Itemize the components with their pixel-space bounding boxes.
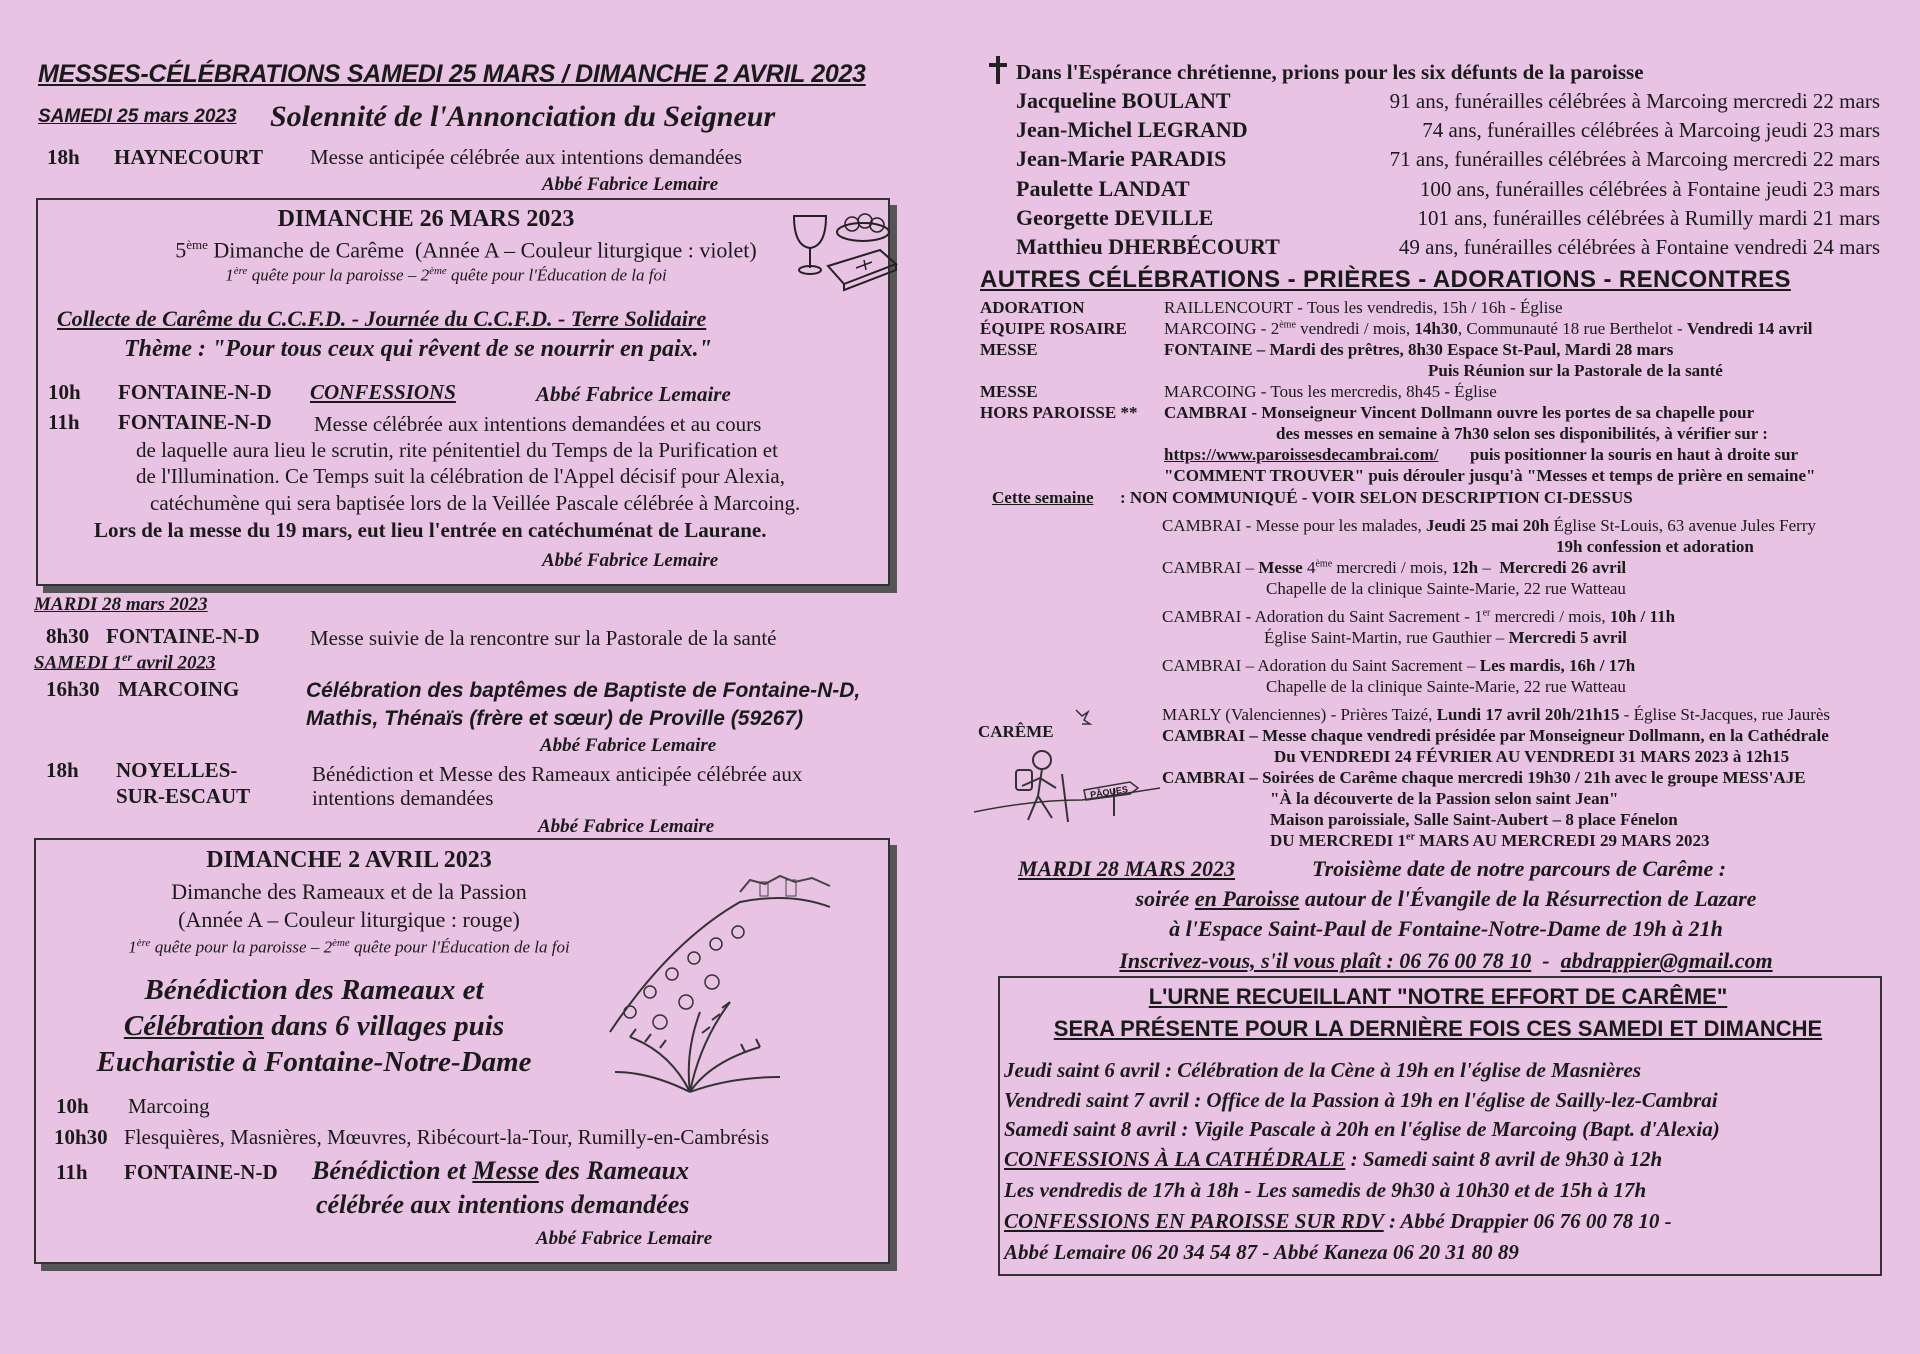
sat25-desc: Messe anticipée célébrée aux intentions demandées (310, 145, 743, 169)
paques-sign: PÂQUES (1089, 784, 1129, 800)
sun2-time-3: 11h (56, 1160, 88, 1184)
cambrai-7b: "À la découverte de la Passion selon saint Jean" (1270, 789, 1619, 808)
sun2-place-1: Marcoing (128, 1094, 210, 1118)
sun26-line-3: de l'Illumination. Ce Temps suit la célébration de l'Appel décisif pour Alexia, (136, 464, 785, 488)
sun26-priest-2: Abbé Fabrice Lemaire (542, 550, 719, 571)
cambrai-4b: Chapelle de la clinique Sainte-Marie, 22 rue Watteau (1266, 677, 1626, 696)
defunt-name: Jean-Michel LEGRAND (1016, 117, 1248, 142)
confessions-paroisse-contact: : Abbé Drappier 06 76 00 78 10 - (1388, 1209, 1672, 1233)
sun2-heading-1: Bénédiction des Rameaux et (144, 974, 484, 1006)
sun26-place-2: FONTAINE-N-D (118, 410, 272, 434)
cross-icon (986, 54, 1010, 86)
parcours-line-b (966, 886, 1920, 912)
defunt-info: 71 ans, funérailles célébrées à Marcoing mercredi 22 mars (1389, 147, 1880, 171)
cambrai-7c: Maison paroissiale, Salle Saint-Aubert – 8 place Fénelon (1270, 810, 1678, 829)
messe-2-label: MESSE (980, 382, 1038, 401)
sun2-heading-3: Eucharistie à Fontaine-Notre-Dame (96, 1046, 532, 1078)
parcours-line-d: Inscrivez-vous, s'il vous plaît : 06 76 00 78 10 - abdrappier@gmail.com (1119, 948, 1773, 973)
semaine-sainte-2: Vendredi saint 7 avril : Office de la Passion à 19h en l'église de Sailly-lez-Cambrai (1004, 1088, 1718, 1112)
sat1-priest-1: Abbé Fabrice Lemaire (540, 735, 717, 756)
ccfd-collecte: Collecte de Carême du C.C.F.D. - Journée du C.C.F.D. - Terre Solidaire (57, 306, 707, 331)
sun26-time-2: 11h (48, 410, 80, 434)
sun26-line-5: Lors de la messe du 19 mars, eut lieu l'entrée en catéchuménat de Laurane. (94, 518, 767, 542)
autres-title: AUTRES CÉLÉBRATIONS - PRIÈRES - ADORATIONS - RENCONTRES (980, 266, 1791, 293)
hors-paroisse-text-a: CAMBRAI - Monseigneur Vincent Dollmann ouvre les portes de sa chapelle pour (1164, 403, 1755, 422)
sat1-date: SAMEDI 1er avril 2023 (34, 650, 216, 674)
sat25-time: 18h (47, 145, 80, 169)
hors-paroisse-text-c: puis positionner la souris en haut à droite sur (1470, 445, 1799, 464)
careme-label: CARÊME (978, 722, 1054, 741)
messe-1-text-a: FONTAINE – Mardi des prêtres, 8h30 Espace St-Paul, Mardi 28 mars (1164, 340, 1674, 359)
messe-1-text-b: Puis Réunion sur la Pastorale de la santé (1428, 361, 1723, 380)
sun2-heading-2: Célébration dans 6 villages puis (123, 1010, 505, 1042)
sat1-desc-2b: intentions demandées (312, 786, 494, 810)
pilgrim-walker-icon (972, 704, 1162, 834)
semaine-sainte-6 (1004, 1209, 1672, 1234)
sat1-place-2a: NOYELLES- (116, 758, 238, 782)
sat1-place-1: MARCOING (118, 677, 240, 701)
sat1-desc-1b: Mathis, Thénaïs (frère et sœur) de Proville (59267) (306, 707, 804, 730)
rosaire-label: ÉQUIPE ROSAIRE (980, 319, 1127, 338)
cambrai-7d: DU MERCREDI 1er MARS AU MERCREDI 29 MARS 2023 (1270, 831, 1710, 850)
cambrai-6b: Du VENDREDI 24 FÉVRIER AU VENDREDI 31 MARS 2023 à 12h15 (1274, 747, 1790, 766)
cambrai-6a: CAMBRAI – Messe chaque vendredi présidée par Monseigneur Dollmann, en la Cathédrale (1162, 726, 1829, 745)
sun2-sub-2: (Année A – Couleur liturgique : rouge) (178, 907, 520, 932)
sun2-sub-1: Dimanche des Rameaux et de la Passion (171, 879, 527, 904)
sun26-time-1: 10h (48, 380, 81, 404)
sun26-sub: 5ème Dimanche de Carême (Année A – Couleur liturgique : violet) (175, 237, 757, 263)
defunt-info: 91 ans, funérailles célébrées à Marcoing mercredi 22 mars (1389, 89, 1880, 113)
sun26-line-1: Messe célébrée aux intentions demandées et au cours (314, 412, 762, 436)
defunt-name: Paulette LANDAT (1016, 176, 1190, 201)
sun26-place-1: FONTAINE-N-D (118, 380, 272, 404)
sat1-time-2: 18h (46, 758, 79, 782)
paroisses-link[interactable]: https://www.paroissesdecambrai.com/ (1164, 445, 1439, 464)
semaine-sainte-7: Abbé Lemaire 06 20 34 54 87 - Abbé Kaneza 06 20 31 80 89 (1004, 1240, 1519, 1264)
rosaire-text: MARCOING - 2ème vendredi / mois, 14h30, Communauté 18 rue Berthelot - Vendredi 14 avril (1164, 319, 1813, 338)
sat1-desc-1a: Célébration des baptêmes de Baptiste de Fontaine-N-D, (306, 679, 861, 702)
urne-line-a: L'URNE RECUEILLANT "NOTRE EFFORT DE CARÊME" (1148, 984, 1728, 1009)
sun26-priest-1: Abbé Fabrice Lemaire (536, 382, 731, 406)
sat25-place: HAYNECOURT (114, 145, 264, 169)
defunt-info: 101 ans, funérailles célébrées à Rumilly mardi 21 mars (1417, 206, 1880, 230)
sun2-place-2: Flesquières, Masnières, Mœuvres, Ribécourt-la-Tour, Rumilly-en-Cambrésis (124, 1125, 770, 1149)
semaine-sainte-1: Jeudi saint 6 avril : Célébration de la Cène à 19h en l'église de Masnières (1004, 1058, 1641, 1082)
sun2-place-3: FONTAINE-N-D (124, 1160, 278, 1184)
parcours-line-a: Troisième date de notre parcours de Carême : (1312, 856, 1727, 881)
sat1-desc-2a: Bénédiction et Messe des Rameaux anticipée célébrée aux (312, 762, 803, 786)
sun2-desc-3a: Bénédiction et Messe des Rameaux (312, 1156, 689, 1185)
confessions-cathedrale-time: : Samedi saint 8 avril de 9h30 à 12h (1350, 1147, 1663, 1171)
palm-procession-icon (590, 862, 880, 1102)
cambrai-3b: Église Saint-Martin, rue Gauthier – Mercredi 5 avril (1264, 628, 1627, 647)
ccfd-theme: Thème : "Pour tous ceux qui rêvent de se nourrir en paix." (124, 336, 712, 362)
parcours-b2: en Paroisse (1194, 886, 1300, 911)
sat1-place-2b: SUR-ESCAUT (116, 784, 251, 808)
parcours-b3: autour de l'Évangile de la Résurrection de Lazare (1304, 886, 1757, 911)
semaine-sainte-3: Samedi saint 8 avril : Vigile Pascale à 20h en l'église de Marcoing (Bapt. d'Alexia) (1004, 1117, 1720, 1141)
sun2-time-1: 10h (56, 1094, 89, 1118)
defunts-title: Dans l'Espérance chrétienne, prions pour les six défunts de la paroisse (1016, 60, 1644, 84)
sat25-feast: Solennité de l'Annonciation du Seigneur (270, 100, 776, 133)
adoration-text: RAILLENCOURT - Tous les vendredis, 15h / 16h - Église (1164, 298, 1563, 317)
hors-paroisse-text-b: des messes en semaine à 7h30 selon ses disponibilités, à vérifier sur : (1276, 424, 1768, 443)
tue28-date: MARDI 28 mars 2023 (34, 594, 208, 615)
cambrai-1a: CAMBRAI - Messe pour les malades, Jeudi 25 mai 20h Église St-Louis, 63 avenue Jules Ferry (1162, 516, 1816, 535)
semaine-label: Cette semaine (992, 488, 1094, 507)
sun26-title: DIMANCHE 26 MARS 2023 (277, 206, 575, 232)
sat25-date: SAMEDI 25 mars 2023 (38, 106, 237, 127)
defunt-name: Jacqueline BOULANT (1016, 88, 1231, 113)
marly-text: MARLY (Valenciennes) - Prières Taizé, Lundi 17 avril 20h/21h15 - Église St-Jacques, rue Jaurès (1162, 705, 1831, 724)
chalice-bread-bible-icon (788, 210, 900, 294)
tue28-desc: Messe suivie de la rencontre sur la Pastorale de la santé (310, 626, 777, 650)
messe-2-text: MARCOING - Tous les mercredis, 8h45 - Église (1164, 382, 1497, 401)
semaine-sainte-4 (1004, 1147, 1662, 1172)
cambrai-7a: CAMBRAI – Soirées de Carême chaque mercredi 19h30 / 21h avec le groupe MESS'AJE (1162, 768, 1806, 787)
parcours-b1: soirée (1135, 886, 1190, 911)
sun2-quete: 1ère quête pour la paroisse – 2ème quête pour l'Éducation de la foi (128, 937, 570, 957)
parcours-date: MARDI 28 MARS 2023 (1018, 856, 1236, 881)
semaine-sainte-5: Les vendredis de 17h à 18h - Les samedis de 9h30 à 10h30 et de 15h à 17h (1004, 1178, 1647, 1202)
tue28-time: 8h30 (46, 624, 90, 648)
sun26-confessions: CONFESSIONS (310, 380, 456, 404)
defunt-name: Georgette DEVILLE (1016, 205, 1214, 230)
parcours-line-c: à l'Espace Saint-Paul de Fontaine-Notre-Dame de 19h à 21h (1169, 916, 1723, 941)
defunt-name: Matthieu DHERBÉCOURT (1016, 234, 1280, 259)
tue28-place: FONTAINE-N-D (106, 624, 260, 648)
cambrai-3a: CAMBRAI - Adoration du Saint Sacrement - 1er mercredi / mois, 10h / 11h (1162, 607, 1676, 626)
semaine-text: : NON COMMUNIQUÉ - VOIR SELON DESCRIPTION CI-DESSUS (1120, 488, 1633, 507)
defunt-info: 100 ans, funérailles célébrées à Fontaine jeudi 23 mars (1419, 177, 1880, 201)
confessions-paroisse: CONFESSIONS EN PAROISSE SUR RDV (1004, 1209, 1384, 1233)
hors-paroisse-text-d: "COMMENT TROUVER" puis dérouler jusqu'à "Messes et temps de prière en semaine" (1164, 466, 1816, 485)
sun26-line-4: catéchumène qui sera baptisée lors de la Veillée Pascale célébrée à Marcoing. (150, 491, 801, 515)
sat1-time-1: 16h30 (46, 677, 100, 701)
confessions-cathedrale: CONFESSIONS À LA CATHÉDRALE (1004, 1147, 1346, 1171)
cambrai-4a: CAMBRAI – Adoration du Saint Sacrement – Les mardis, 16h / 17h (1162, 656, 1636, 675)
sun26-line-2: de laquelle aura lieu le scrutin, rite pénitentiel du Temps de la Purification et (136, 438, 778, 462)
defunt-info: 49 ans, funérailles célébrées à Fontaine vendredi 24 mars (1398, 235, 1880, 259)
urne-line-b: SERA PRÉSENTE POUR LA DERNIÈRE FOIS CES SAMEDI ET DIMANCHE (1053, 1016, 1823, 1041)
bulletin-title: MESSES-CÉLÉBRATIONS SAMEDI 25 MARS / DIMANCHE 2 AVRIL 2023 (38, 60, 866, 88)
cambrai-2a: CAMBRAI – Messe 4ème mercredi / mois, 12h – Mercredi 26 avril (1162, 558, 1627, 577)
sun2-desc-3b: célébrée aux intentions demandées (316, 1190, 690, 1219)
sun26-quete: 1ère quête pour la paroisse – 2ème quête pour l'Éducation de la foi (225, 265, 667, 285)
sun2-title: DIMANCHE 2 AVRIL 2023 (206, 847, 492, 873)
sun2-priest: Abbé Fabrice Lemaire (536, 1228, 713, 1249)
hors-paroisse-label: HORS PAROISSE ** (980, 403, 1138, 422)
defunt-info: 74 ans, funérailles célébrées à Marcoing jeudi 23 mars (1422, 118, 1880, 142)
sun2-time-2: 10h30 (54, 1125, 108, 1149)
defunt-name: Jean-Marie PARADIS (1016, 146, 1227, 171)
adoration-label: ADORATION (980, 298, 1085, 317)
messe-1-label: MESSE (980, 340, 1038, 359)
sat1-priest-2: Abbé Fabrice Lemaire (538, 816, 715, 837)
sat25-priest: Abbé Fabrice Lemaire (542, 174, 719, 195)
cambrai-1b: 19h confession et adoration (1556, 537, 1754, 556)
cambrai-2b: Chapelle de la clinique Sainte-Marie, 22 rue Watteau (1266, 579, 1626, 598)
